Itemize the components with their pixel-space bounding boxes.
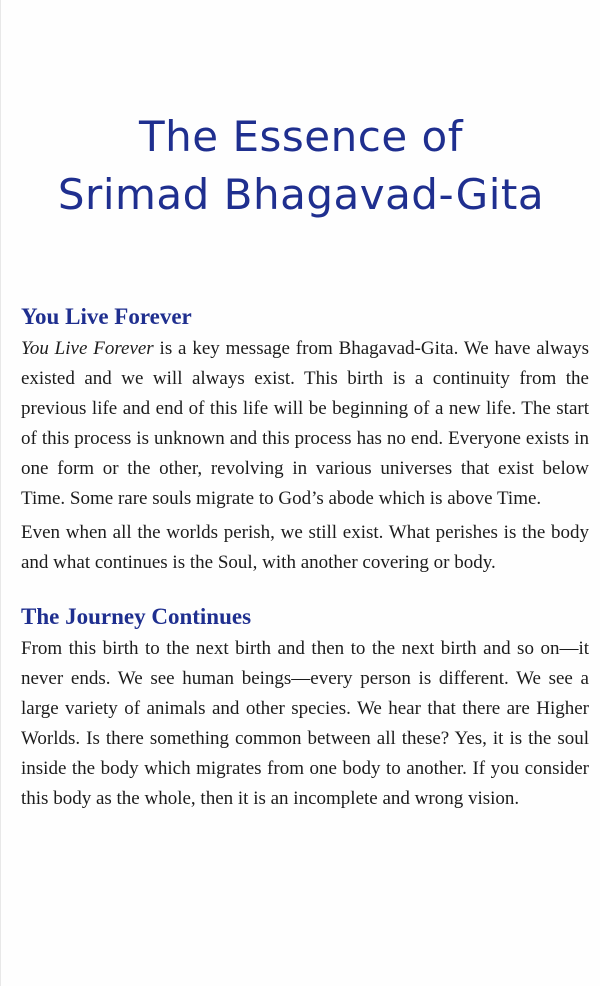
title-line-1: The Essence of	[139, 112, 463, 161]
paragraph: Even when all the worlds perish, we still exist. What perishes is the body and what continues is the Soul, with another covering or body.	[21, 521, 589, 573]
section-heading: The Journey Continues	[21, 603, 252, 629]
title-line-2: Srimad Bhagavad-Gita	[57, 170, 545, 219]
paragraph: From this birth to the next birth and then to the next birth and so on—it never ends. We see human beings—every person is different. We see a large variety of animals and other species. We hear that there are Higher Worlds. Is there something common between all these? Yes, it is the soul inside the body which migrates from one body to another. If you consider this body as the whole, then it is an incomplete and wrong vision.	[21, 637, 589, 810]
section-you-live-forever	[21, 300, 589, 578]
section-heading: You Live Forever	[21, 304, 192, 329]
page-content	[21, 300, 589, 814]
emphasized-phrase: You Live Forever	[21, 338, 154, 359]
paragraph	[21, 334, 589, 515]
paragraph-text: is a key message from Bhagavad-Gita. We have always existed and we will always exist. This birth is a continuity from the previous life and end of this life will be beginning of a new life. The start of this process is unknown and this process has no end. Everyone exists in one form or the other, revolving in various universes that exist below Time. Some rare souls migrate to God’s abode which is above Time.	[21, 338, 589, 510]
section-the-journey-continues	[21, 600, 589, 815]
page-title	[1, 108, 600, 224]
